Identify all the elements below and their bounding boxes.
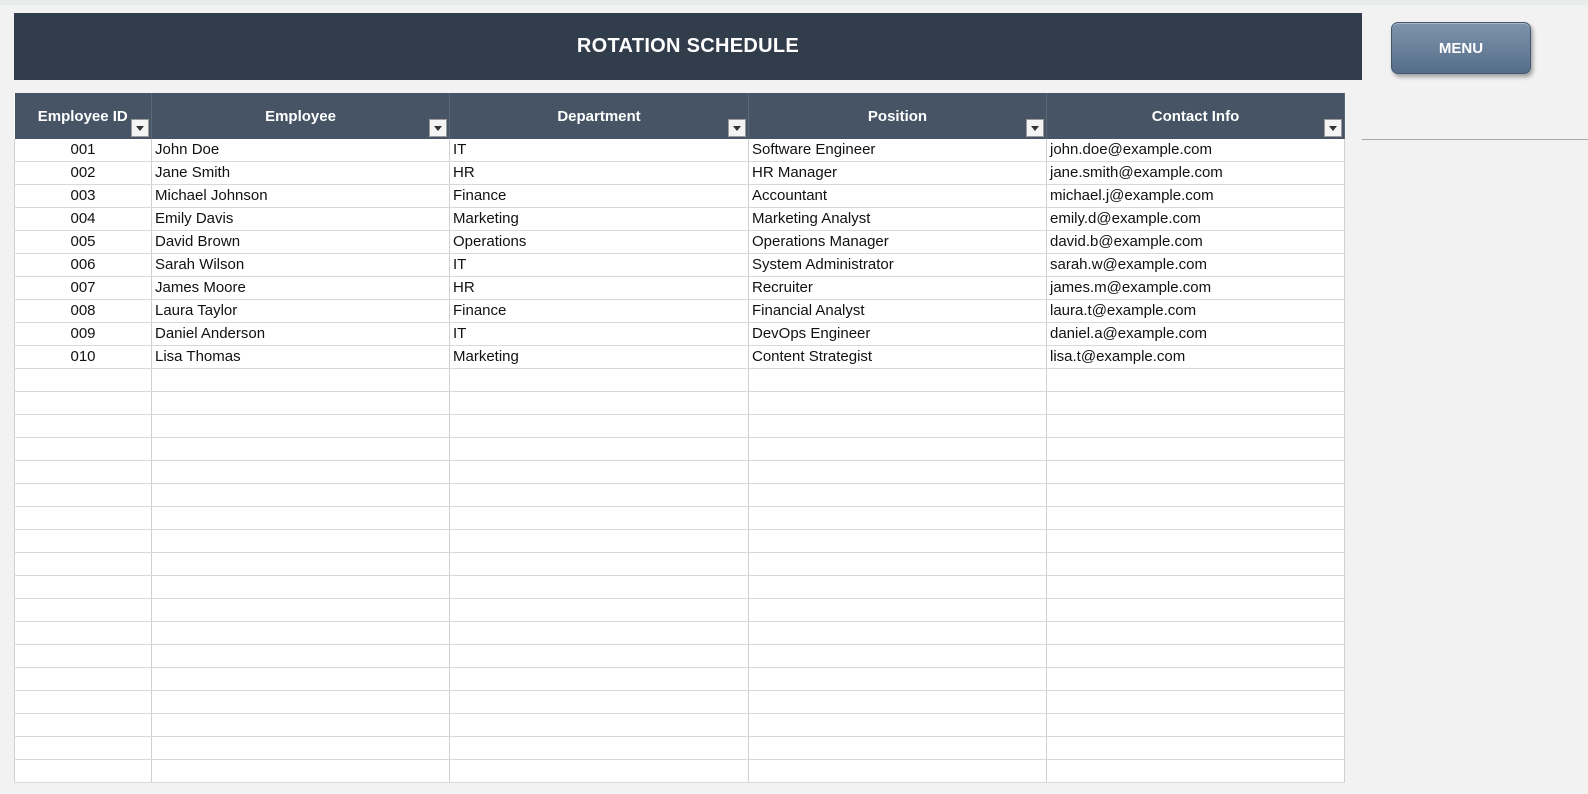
cell-employee-id[interactable]: 002	[15, 162, 152, 185]
cell-employee[interactable]	[152, 645, 450, 668]
cell-employee-id[interactable]: 003	[15, 185, 152, 208]
cell-employee[interactable]: John Doe	[152, 139, 450, 162]
cell-department[interactable]: Marketing	[450, 346, 749, 369]
cell-position[interactable]	[749, 415, 1047, 438]
empty-row	[15, 691, 1345, 714]
cell-position[interactable]: Financial Analyst	[749, 300, 1047, 323]
cell-position[interactable]	[749, 392, 1047, 415]
cell-employee[interactable]: Daniel Anderson	[152, 323, 450, 346]
cell-department[interactable]	[450, 737, 749, 760]
cell-position[interactable]: Accountant	[749, 185, 1047, 208]
rotation-table	[14, 93, 1345, 783]
cell-contact-info[interactable]: laura.t@example.com	[1047, 300, 1345, 323]
header-label: Contact Info	[1151, 107, 1240, 125]
cell-employee-id[interactable]: 009	[15, 323, 152, 346]
cell-employee-id[interactable]	[15, 599, 152, 622]
cell-position[interactable]: Marketing Analyst	[749, 208, 1047, 231]
empty-row	[15, 760, 1345, 783]
cell-department[interactable]	[450, 392, 749, 415]
cell-employee[interactable]	[152, 530, 450, 553]
cell-contact-info[interactable]	[1047, 438, 1345, 461]
cell-employee-id[interactable]: 010	[15, 346, 152, 369]
cell-position[interactable]	[749, 576, 1047, 599]
cell-contact-info[interactable]: james.m@example.com	[1047, 277, 1345, 300]
cell-position[interactable]	[749, 645, 1047, 668]
cell-contact-info[interactable]	[1047, 369, 1345, 392]
cell-contact-info[interactable]	[1047, 737, 1345, 760]
cell-employee[interactable]	[152, 622, 450, 645]
cell-position[interactable]: System Administrator	[749, 254, 1047, 277]
cell-employee[interactable]	[152, 392, 450, 415]
cell-employee-id[interactable]: 004	[15, 208, 152, 231]
cell-contact-info[interactable]: michael.j@example.com	[1047, 185, 1345, 208]
cell-department[interactable]	[450, 714, 749, 737]
cell-contact-info[interactable]: sarah.w@example.com	[1047, 254, 1345, 277]
cell-position[interactable]	[749, 438, 1047, 461]
table-row	[15, 208, 1345, 231]
cell-employee[interactable]: Emily Davis	[152, 208, 450, 231]
cell-employee[interactable]	[152, 461, 450, 484]
cell-position[interactable]: HR Manager	[749, 162, 1047, 185]
header-label: Employee	[265, 107, 336, 125]
empty-row	[15, 599, 1345, 622]
table-row	[15, 346, 1345, 369]
empty-row	[15, 737, 1345, 760]
table-row	[15, 231, 1345, 254]
cell-department[interactable]: Marketing	[450, 208, 749, 231]
cell-department[interactable]	[450, 576, 749, 599]
cell-position[interactable]	[749, 530, 1047, 553]
cell-position[interactable]	[749, 737, 1047, 760]
cell-contact-info[interactable]	[1047, 415, 1345, 438]
cell-employee-id[interactable]	[15, 622, 152, 645]
cell-employee[interactable]	[152, 484, 450, 507]
table-row	[15, 139, 1345, 162]
cell-employee-id[interactable]	[15, 484, 152, 507]
cell-department[interactable]	[450, 507, 749, 530]
cell-contact-info[interactable]	[1047, 622, 1345, 645]
empty-row	[15, 484, 1345, 507]
header-contact-info	[1047, 93, 1345, 139]
cell-department[interactable]	[450, 760, 749, 783]
cell-department[interactable]: HR	[450, 162, 749, 185]
cell-employee[interactable]	[152, 691, 450, 714]
empty-row	[15, 392, 1345, 415]
table-row	[15, 185, 1345, 208]
cell-employee-id[interactable]	[15, 369, 152, 392]
cell-position[interactable]	[749, 714, 1047, 737]
empty-row	[15, 553, 1345, 576]
table-row	[15, 254, 1345, 277]
cell-position[interactable]	[749, 760, 1047, 783]
table-row	[15, 323, 1345, 346]
cell-department[interactable]	[450, 461, 749, 484]
cell-employee-id[interactable]	[15, 691, 152, 714]
cell-contact-info[interactable]: jane.smith@example.com	[1047, 162, 1345, 185]
filter-dropdown-icon[interactable]	[728, 119, 746, 137]
filter-dropdown-icon[interactable]	[1324, 119, 1342, 137]
cell-position[interactable]: DevOps Engineer	[749, 323, 1047, 346]
cell-department[interactable]: IT	[450, 323, 749, 346]
cell-contact-info[interactable]: lisa.t@example.com	[1047, 346, 1345, 369]
menu-button-label: MENU	[1438, 39, 1484, 57]
empty-row	[15, 507, 1345, 530]
cell-employee-id[interactable]	[15, 714, 152, 737]
sheet-gridline	[1362, 139, 1588, 140]
empty-row	[15, 645, 1345, 668]
cell-department[interactable]: HR	[450, 277, 749, 300]
cell-department[interactable]: IT	[450, 254, 749, 277]
cell-employee[interactable]: Lisa Thomas	[152, 346, 450, 369]
cell-contact-info[interactable]: emily.d@example.com	[1047, 208, 1345, 231]
cell-employee[interactable]	[152, 668, 450, 691]
cell-department[interactable]: Operations	[450, 231, 749, 254]
header-label: Position	[867, 107, 928, 125]
header-department	[450, 93, 749, 139]
cell-employee[interactable]	[152, 369, 450, 392]
menu-button[interactable]	[1391, 22, 1531, 74]
cell-contact-info[interactable]	[1047, 576, 1345, 599]
cell-position[interactable]	[749, 369, 1047, 392]
cell-employee[interactable]	[152, 507, 450, 530]
cell-employee[interactable]: Sarah Wilson	[152, 254, 450, 277]
cell-contact-info[interactable]	[1047, 392, 1345, 415]
cell-position[interactable]	[749, 599, 1047, 622]
cell-position[interactable]	[749, 507, 1047, 530]
table-row	[15, 300, 1345, 323]
cell-contact-info[interactable]	[1047, 484, 1345, 507]
cell-contact-info[interactable]	[1047, 668, 1345, 691]
cell-employee-id[interactable]	[15, 530, 152, 553]
cell-employee-id[interactable]: 005	[15, 231, 152, 254]
cell-contact-info[interactable]	[1047, 553, 1345, 576]
empty-row	[15, 369, 1345, 392]
filter-dropdown-icon[interactable]	[131, 119, 149, 137]
cell-contact-info[interactable]: daniel.a@example.com	[1047, 323, 1345, 346]
cell-contact-info[interactable]	[1047, 645, 1345, 668]
cell-contact-info[interactable]	[1047, 760, 1345, 783]
cell-position[interactable]: Software Engineer	[749, 139, 1047, 162]
header-employee-id	[15, 93, 152, 139]
table-row	[15, 277, 1345, 300]
cell-position[interactable]: Content Strategist	[749, 346, 1047, 369]
cell-employee-id[interactable]	[15, 438, 152, 461]
cell-employee[interactable]: Laura Taylor	[152, 300, 450, 323]
cell-department[interactable]	[450, 668, 749, 691]
cell-contact-info[interactable]	[1047, 714, 1345, 737]
cell-department[interactable]	[450, 484, 749, 507]
cell-position[interactable]	[749, 691, 1047, 714]
filter-dropdown-icon[interactable]	[429, 119, 447, 137]
cell-employee[interactable]	[152, 714, 450, 737]
cell-contact-info[interactable]	[1047, 461, 1345, 484]
header-label: Employee ID	[37, 107, 128, 125]
cell-employee-id[interactable]	[15, 392, 152, 415]
empty-row	[15, 714, 1345, 737]
table-row	[15, 162, 1345, 185]
empty-row	[15, 622, 1345, 645]
cell-employee-id[interactable]: 001	[15, 139, 152, 162]
cell-employee-id[interactable]	[15, 576, 152, 599]
cell-employee-id[interactable]	[15, 553, 152, 576]
cell-department[interactable]	[450, 438, 749, 461]
cell-employee-id[interactable]	[15, 645, 152, 668]
cell-employee[interactable]	[152, 599, 450, 622]
cell-department[interactable]	[450, 599, 749, 622]
cell-position[interactable]	[749, 461, 1047, 484]
header-position	[749, 93, 1047, 139]
cell-department[interactable]	[450, 622, 749, 645]
empty-row	[15, 530, 1345, 553]
cell-department[interactable]	[450, 691, 749, 714]
cell-department[interactable]: Finance	[450, 300, 749, 323]
cell-employee[interactable]: David Brown	[152, 231, 450, 254]
page-title-text: ROTATION SCHEDULE	[576, 35, 800, 57]
cell-position[interactable]	[749, 622, 1047, 645]
cell-contact-info[interactable]: david.b@example.com	[1047, 231, 1345, 254]
cell-contact-info[interactable]: john.doe@example.com	[1047, 139, 1345, 162]
cell-employee-id[interactable]: 006	[15, 254, 152, 277]
cell-position[interactable]: Operations Manager	[749, 231, 1047, 254]
cell-employee[interactable]	[152, 737, 450, 760]
header-label: Department	[557, 107, 641, 125]
header-employee	[152, 93, 450, 139]
table-header-row	[15, 93, 1345, 139]
cell-employee-id[interactable]	[15, 461, 152, 484]
cell-position[interactable]	[749, 484, 1047, 507]
cell-employee[interactable]	[152, 576, 450, 599]
cell-employee-id[interactable]	[15, 415, 152, 438]
cell-contact-info[interactable]	[1047, 599, 1345, 622]
empty-row	[15, 668, 1345, 691]
cell-employee-id[interactable]: 008	[15, 300, 152, 323]
cell-employee[interactable]: Michael Johnson	[152, 185, 450, 208]
empty-row	[15, 576, 1345, 599]
window-top-strip	[0, 0, 1588, 5]
cell-employee[interactable]	[152, 553, 450, 576]
empty-row	[15, 438, 1345, 461]
cell-contact-info[interactable]	[1047, 507, 1345, 530]
cell-position[interactable]	[749, 553, 1047, 576]
cell-department[interactable]	[450, 530, 749, 553]
cell-department[interactable]	[450, 369, 749, 392]
cell-employee-id[interactable]	[15, 668, 152, 691]
cell-department[interactable]	[450, 553, 749, 576]
cell-department[interactable]: IT	[450, 139, 749, 162]
cell-position[interactable]: Recruiter	[749, 277, 1047, 300]
cell-employee-id[interactable]	[15, 507, 152, 530]
cell-employee[interactable]	[152, 760, 450, 783]
empty-row	[15, 415, 1345, 438]
cell-employee-id[interactable]: 007	[15, 277, 152, 300]
empty-row	[15, 461, 1345, 484]
cell-employee[interactable]	[152, 438, 450, 461]
cell-employee-id[interactable]	[15, 737, 152, 760]
cell-employee[interactable]: Jane Smith	[152, 162, 450, 185]
cell-department[interactable]	[450, 415, 749, 438]
filter-dropdown-icon[interactable]	[1026, 119, 1044, 137]
page-title	[14, 13, 1362, 80]
cell-contact-info[interactable]	[1047, 691, 1345, 714]
cell-contact-info[interactable]	[1047, 530, 1345, 553]
cell-department[interactable]: Finance	[450, 185, 749, 208]
cell-department[interactable]	[450, 645, 749, 668]
cell-position[interactable]	[749, 668, 1047, 691]
cell-employee[interactable]	[152, 415, 450, 438]
cell-employee-id[interactable]	[15, 760, 152, 783]
cell-employee[interactable]: James Moore	[152, 277, 450, 300]
